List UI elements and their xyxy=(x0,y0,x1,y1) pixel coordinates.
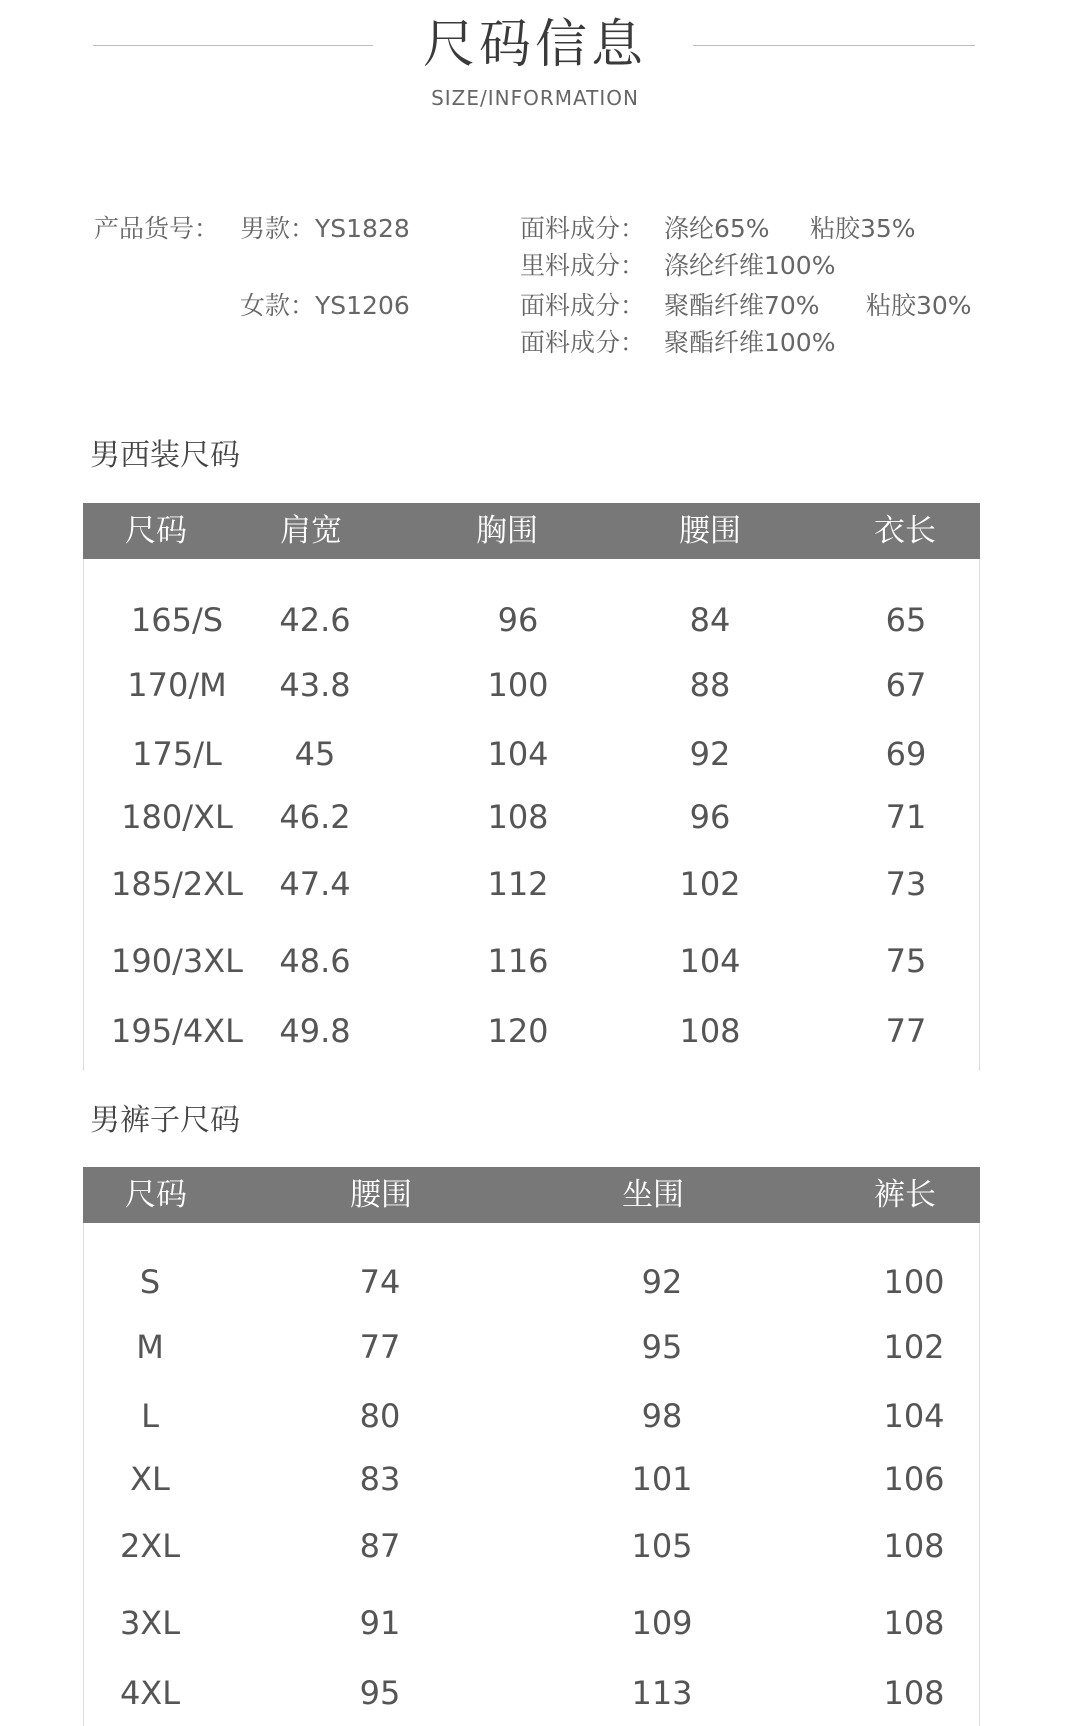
suit-table-cell: 45 xyxy=(294,735,336,773)
pants-table-cell: 92 xyxy=(641,1263,683,1301)
suit-table-cell: 96 xyxy=(689,798,731,836)
lining-value: 涤纶纤维100% xyxy=(664,251,836,280)
suit-table-cell: 73 xyxy=(885,865,927,903)
suit-table-cell: 104 xyxy=(487,735,549,773)
pants-table-cell: 87 xyxy=(359,1527,401,1565)
suit-table-cell: 185/2XL xyxy=(111,865,243,903)
pants-table-cell: 102 xyxy=(883,1328,945,1366)
suit-table-cell: 48.6 xyxy=(279,942,351,980)
suit-table-cell: 47.4 xyxy=(279,865,351,903)
suit-table-cell: 112 xyxy=(487,865,549,903)
product-code-label: 产品货号： xyxy=(94,214,220,243)
fabric-value-2: 粘胶35% xyxy=(810,214,916,243)
pants-table-cell: 80 xyxy=(359,1397,401,1435)
pants-table-cell: 83 xyxy=(359,1460,401,1498)
pants-table-cell: 106 xyxy=(883,1460,945,1498)
suit-table-cell: 108 xyxy=(487,798,549,836)
suit-header-size: 尺码 xyxy=(125,513,187,549)
suit-table-cell: 170/M xyxy=(127,666,227,704)
suit-size-title: 男西装尺码 xyxy=(90,438,240,473)
pants-table-cell: 95 xyxy=(641,1328,683,1366)
fabric-value: 涤纶65% xyxy=(664,214,770,243)
suit-table-cell: 42.6 xyxy=(279,601,351,639)
pants-table-cell: 2XL xyxy=(119,1527,181,1565)
suit-table-left-border xyxy=(83,559,84,1071)
fabric-label: 面料成分： xyxy=(520,291,646,320)
suit-table-cell: 100 xyxy=(487,666,549,704)
suit-table-cell: 84 xyxy=(689,601,731,639)
page-subtitle: SIZE/INFORMATION xyxy=(431,86,639,110)
pants-table-cell: 101 xyxy=(631,1460,693,1498)
suit-table-cell: 120 xyxy=(487,1012,549,1050)
suit-header-shoulder: 肩宽 xyxy=(280,513,342,549)
pants-table-cell: 95 xyxy=(359,1674,401,1712)
lining-label: 里料成分： xyxy=(520,251,646,280)
pants-table-cell: 4XL xyxy=(119,1674,181,1712)
suit-table-cell: 92 xyxy=(689,735,731,773)
suit-table-cell: 190/3XL xyxy=(111,942,243,980)
page-title: 尺码信息 xyxy=(422,15,647,75)
pants-table-cell: XL xyxy=(130,1460,170,1498)
suit-table-cell: 108 xyxy=(679,1012,741,1050)
pants-table-cell: M xyxy=(136,1328,164,1366)
pants-size-title: 男裤子尺码 xyxy=(90,1103,240,1138)
pants-header-length: 裤长 xyxy=(874,1177,936,1213)
men-product-code: 男款：YS1828 xyxy=(240,214,410,243)
pants-table-cell: 104 xyxy=(883,1397,945,1435)
suit-table-cell: 104 xyxy=(679,942,741,980)
suit-table-cell: 88 xyxy=(689,666,731,704)
suit-table-cell: 96 xyxy=(497,601,539,639)
suit-table-cell: 102 xyxy=(679,865,741,903)
pants-table-cell: 109 xyxy=(631,1604,693,1642)
pants-table-cell: 108 xyxy=(883,1674,945,1712)
suit-table-cell: 116 xyxy=(487,942,549,980)
pants-table-cell: 108 xyxy=(883,1604,945,1642)
suit-table-cell: 65 xyxy=(885,601,927,639)
pants-table-cell: L xyxy=(141,1397,159,1435)
fabric-value: 聚酯纤维70% xyxy=(664,291,820,320)
suit-table-cell: 180/XL xyxy=(121,798,233,836)
suit-header-length: 衣长 xyxy=(874,513,936,549)
suit-table-cell: 175/L xyxy=(132,735,222,773)
pants-table-cell: 113 xyxy=(631,1674,693,1712)
pants-table-cell: 74 xyxy=(359,1263,401,1301)
pants-table-cell: 91 xyxy=(359,1604,401,1642)
suit-table-cell: 49.8 xyxy=(279,1012,351,1050)
fabric-label: 面料成分： xyxy=(520,214,646,243)
suit-table-cell: 69 xyxy=(885,735,927,773)
suit-table-cell: 71 xyxy=(885,798,927,836)
fabric-value-2: 粘胶30% xyxy=(866,291,972,320)
suit-table-cell: 43.8 xyxy=(279,666,351,704)
suit-table-cell: 75 xyxy=(885,942,927,980)
pants-table-header xyxy=(83,1167,980,1223)
suit-table-cell: 77 xyxy=(885,1012,927,1050)
suit-table-header xyxy=(83,503,980,559)
suit-table-cell: 195/4XL xyxy=(111,1012,243,1050)
pants-header-hip: 坐围 xyxy=(622,1177,684,1213)
suit-table-cell: 165/S xyxy=(130,601,224,639)
fabric-value: 聚酯纤维100% xyxy=(664,328,836,357)
pants-table-cell: 98 xyxy=(641,1397,683,1435)
pants-table-cell: 108 xyxy=(883,1527,945,1565)
pants-header-size: 尺码 xyxy=(125,1177,187,1213)
pants-table-cell: 3XL xyxy=(119,1604,181,1642)
suit-header-chest: 胸围 xyxy=(476,513,538,549)
pants-table-cell: 77 xyxy=(359,1328,401,1366)
pants-header-waist: 腰围 xyxy=(350,1177,412,1213)
suit-table-cell: 46.2 xyxy=(279,798,351,836)
pants-table-cell: 100 xyxy=(883,1263,945,1301)
women-product-code: 女款：YS1206 xyxy=(240,291,410,320)
suit-table-cell: 67 xyxy=(885,666,927,704)
fabric-label: 面料成分： xyxy=(520,328,646,357)
pants-table-cell: 105 xyxy=(631,1527,693,1565)
pants-table-cell: S xyxy=(139,1263,161,1301)
suit-header-waist: 腰围 xyxy=(679,513,741,549)
